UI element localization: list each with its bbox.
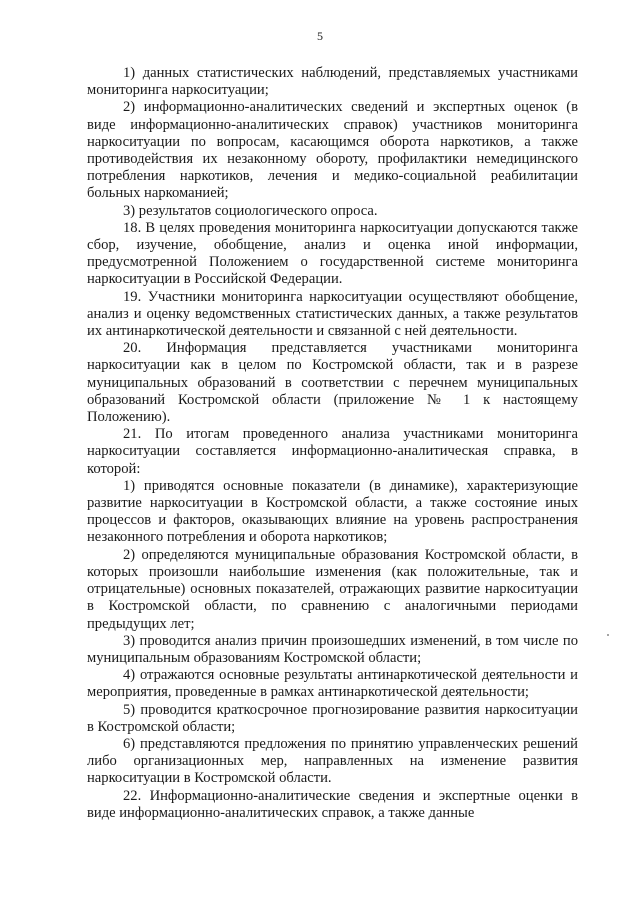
list-item-2-analytics: 2) информационно-аналитических сведений и экспертных оценок (в виде информационно-аналитических справок) участников мониторинга наркоситуации по вопросам, касающимся оборота наркотиков, а также противодействия их незаконному обороту, профилактики немедицинского потребления наркотиков, лечения и медико-социальной реабилитации больных наркоманией; (87, 99, 578, 202)
clause-21: 21. По итогам проведенного анализа участниками мониторинга наркоситуации составляется информационно-аналитическая справка, в которой: (87, 426, 578, 477)
list-item-1-statistics: 1) данных статистических наблюдений, представляемых участниками мониторинга наркоситуации; (87, 65, 578, 99)
clause-22: 22. Информационно-аналитические сведения и экспертные оценки в виде информационно-аналитических справок, а также данные (87, 787, 578, 821)
clause-18: 18. В целях проведения мониторинга наркоситуации допускаются также сбор, изучение, обобщение, анализ и оценка иной информации, предусмотренной Положением о государственной системе мониторинга наркоситуации в Российской Федерации. (87, 219, 578, 288)
page-number: 5 (317, 29, 323, 43)
scan-speck (607, 634, 609, 636)
clause-20: 20. Информация представляется участниками мониторинга наркоситуации как в целом по Костромской области, так и в разрезе муниципальных образований в соответствии с перечнем муниципальных образований Костромской области (приложение № 1 к настоящему Положению). (87, 340, 578, 426)
clause-21-item-2: 2) определяются муниципальные образования Костромской области, в которых произошли наибольшие изменения (как положительные, так и отрицательные) основных показателей, отражающих развитие наркоситуации в Костромской области, по сравнению с аналогичными периодами предыдущих лет; (87, 546, 578, 632)
document-body (87, 65, 578, 822)
clause-21-item-5: 5) проводится краткосрочное прогнозирование развития наркоситуации в Костромской области; (87, 701, 578, 735)
clause-21-item-1: 1) приводятся основные показатели (в динамике), характеризующие развитие наркоситуации в Костромской области, а также состояние иных процессов и факторов, оказывающих влияние на уровень распространения незаконного потребления и оборота наркотиков; (87, 477, 578, 546)
clause-21-item-3: 3) проводится анализ причин произошедших изменений, в том числе по муниципальным образованиям Костромской области; (87, 632, 578, 666)
clause-19: 19. Участники мониторинга наркоситуации осуществляют обобщение, анализ и оценку ведомственных статистических данных, а также результатов их антинаркотической деятельности и связанной с ней деятельности. (87, 288, 578, 340)
clause-21-item-6: 6) представляются предложения по принятию управленческих решений либо организационных мер, направленных на изменение развития наркоситуации в Костромской области. (87, 735, 578, 787)
clause-21-item-4: 4) отражаются основные результаты антинаркотической деятельности и мероприятия, проведенные в рамках антинаркотической деятельности; (87, 667, 578, 701)
list-item-3-survey: 3) результатов социологического опроса. (123, 202, 378, 219)
